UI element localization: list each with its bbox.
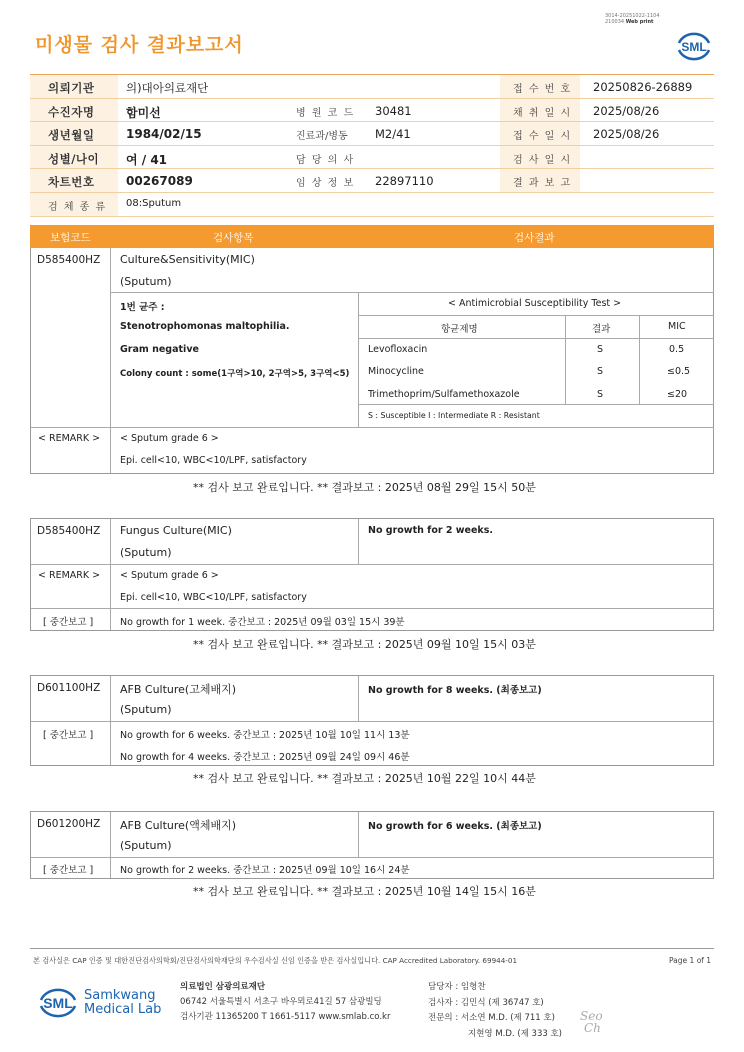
hospital-code-label: 병 원 코 드 (296, 107, 355, 119)
org-address: 06742 서울특별시 서초구 바우뫼로41길 57 삼광빌딩 (180, 997, 382, 1007)
org-name: 의료법인 삼광의료재단 (180, 982, 266, 992)
staff-tester: 검사자 : 김민식 (제 36747 호) (428, 997, 544, 1008)
interim-report: No growth for 4 weeks. 중간보고 : 2025년 09월 24일 09시 46분 (120, 752, 410, 763)
remark-grade: < Sputum grade 6 > (120, 433, 219, 444)
ast-col-result: 결과 (592, 324, 611, 335)
divider (110, 812, 111, 878)
info-row (30, 99, 714, 123)
institution-value: 의)대아의료재단 (126, 81, 209, 95)
brand-name (84, 989, 161, 1017)
report-complete: ** 검사 보고 완료입니다. ** 결과보고 : 2025년 10월 14일 15시 16분 (193, 885, 536, 898)
header-result: 검사결과 (514, 232, 555, 244)
divider (110, 248, 111, 473)
report-complete: ** 검사 보고 완료입니다. ** 결과보고 : 2025년 10월 22일 10시 44분 (193, 772, 536, 785)
divider (358, 315, 714, 316)
interim-label: [ 중간보고 ] (43, 617, 94, 628)
info-row (30, 193, 714, 217)
interim-report: No growth for 1 week. 중간보고 : 2025년 09월 03일 15시 39분 (120, 617, 405, 628)
signature-1: Seo (580, 1009, 603, 1023)
insurance-code: D601200HZ (37, 818, 101, 830)
clinical-info-label: 임 상 정 보 (296, 178, 355, 190)
doctor-label: 담 당 의 사 (296, 154, 355, 166)
sml-logo-text: SML (681, 40, 707, 54)
dept-label: 진료과/병동 (296, 131, 348, 143)
report-complete: ** 검사 보고 완료입니다. ** 결과보고 : 2025년 09월 10일 15시 03분 (193, 638, 536, 651)
dob-value: 1984/02/15 (126, 127, 202, 142)
ast-mic: ≤0.5 (667, 366, 691, 377)
sex-age-value: 여 / 41 (126, 152, 168, 167)
test-date-label: 검 사 일 시 (513, 154, 572, 166)
culture-sensitivity-section (30, 248, 714, 474)
patient-name-value: 함미선 (126, 105, 161, 120)
divider (639, 315, 640, 404)
gram-stain: Gram negative (120, 344, 199, 355)
test-specimen: (Sputum) (120, 546, 172, 559)
accession-label: 접 수 번 호 (513, 84, 572, 95)
divider (31, 564, 714, 565)
patient-name-label: 수진자명 (48, 104, 95, 119)
ast-legend: S : Susceptible I : Intermediate R : Resistant (368, 411, 540, 420)
sml-logo-icon (674, 26, 714, 66)
ast-drug: Trimethoprim/Sulfamethoxazole (368, 389, 520, 400)
org-contact: 검사기관 11365200 T 1661-5117 www.smlab.co.kr (180, 1012, 391, 1022)
afb-culture-liquid-section (30, 811, 714, 879)
signature-2: Ch (584, 1021, 601, 1035)
colony-count: Colony count : some(1구역>10, 2구역>5, 3구역<5) (120, 369, 350, 379)
test-name: AFB Culture(고체배지) (120, 683, 237, 696)
institution-label: 의뢰기관 (48, 81, 95, 95)
afb-culture-solid-section (30, 675, 714, 766)
ast-result: S (597, 389, 604, 400)
fungus-culture-section (30, 518, 714, 631)
sml-footer-logo-text: SML (43, 995, 73, 1011)
test-result: No growth for 2 weeks. (368, 525, 493, 536)
info-row (30, 122, 714, 146)
collect-label: 채 취 일 시 (513, 107, 572, 119)
dob-label: 생년월일 (48, 128, 95, 143)
ast-result: S (597, 344, 604, 355)
print-code-line2 (605, 19, 660, 25)
staff-info (428, 980, 562, 1042)
sml-footer-logo-icon (36, 982, 80, 1022)
remark-detail: Epi. cell<10, WBC<10/LPF, satisfactory (120, 455, 307, 466)
interim-report: No growth for 2 weeks. 중간보고 : 2025년 09월 10일 16시 24분 (120, 865, 410, 876)
header-code: 보험코드 (50, 232, 91, 244)
report-label: 결 과 보 고 (513, 178, 572, 190)
test-name: Fungus Culture(MIC) (120, 524, 232, 537)
insurance-code: D601100HZ (37, 682, 101, 694)
interim-label: [ 중간보고 ] (43, 865, 94, 876)
receive-label: 접 수 일 시 (513, 131, 572, 143)
divider (358, 338, 714, 339)
dept-value: M2/41 (375, 127, 411, 142)
info-row (30, 75, 714, 99)
signature (580, 1010, 603, 1034)
accession-value: 20250826-26889 (593, 80, 693, 94)
clinical-info-value: 22897110 (375, 174, 434, 189)
info-row (30, 146, 714, 170)
brand-line2: Medical Lab (84, 1002, 162, 1017)
sex-age-label: 성별/나이 (48, 151, 100, 166)
remark-label: < REMARK > (38, 433, 101, 444)
page-title: 미생물 검사 결과보고서 (35, 34, 244, 56)
test-result: No growth for 8 weeks. (최종보고) (368, 685, 542, 696)
insurance-code: D585400HZ (37, 254, 101, 266)
ast-drug: Minocycline (368, 366, 424, 377)
divider (358, 676, 359, 721)
ast-col-drug: 항균제명 (441, 324, 478, 335)
patient-info-table (30, 74, 714, 217)
organization-info (180, 980, 390, 1025)
interim-report: No growth for 6 weeks. 중간보고 : 2025년 10월 10일 11시 13분 (120, 730, 410, 741)
ast-title: < Antimicrobial Susceptibility Test > (448, 298, 622, 309)
specimen-label: 검 체 종 류 (48, 201, 107, 213)
divider (110, 292, 714, 293)
divider (31, 721, 714, 722)
collect-value: 2025/08/26 (593, 103, 660, 118)
test-name: Culture&Sensitivity(MIC) (120, 253, 255, 266)
test-specimen: (Sputum) (120, 839, 172, 852)
page-number: Page 1 of 1 (669, 956, 712, 965)
report-complete: ** 검사 보고 완료입니다. ** 결과보고 : 2025년 08월 29일 15시 50분 (193, 481, 536, 494)
divider (565, 315, 566, 404)
info-row (30, 169, 714, 193)
interim-label: [ 중간보고 ] (43, 730, 94, 741)
chart-no-label: 차트번호 (48, 175, 95, 190)
divider (31, 427, 714, 428)
ast-result: S (597, 366, 604, 377)
specimen-value: 08:Sputum (126, 197, 182, 209)
web-print-label: Web print (625, 19, 654, 25)
insurance-code: D585400HZ (37, 525, 101, 537)
test-specimen: (Sputum) (120, 275, 172, 288)
receive-value: 2025/08/26 (593, 127, 660, 142)
accreditation-note: 본 검사실은 CAP 인증 및 대한진단검사의학회/진단검사의학재단의 우수검사실 신임 인증을 받은 검사실입니다. CAP Accredited Laboratory. 69944-01 (33, 956, 518, 965)
test-name: AFB Culture(액체배지) (120, 819, 237, 832)
print-code-line1: 3014-20251022-1104 (605, 13, 660, 19)
ast-mic: ≤20 (667, 389, 688, 400)
test-specimen: (Sputum) (120, 703, 172, 716)
hospital-code-value: 30481 (375, 103, 412, 118)
divider (31, 608, 714, 609)
staff-manager: 담당자 : 임형찬 (428, 982, 486, 992)
divider (358, 292, 359, 427)
ast-col-mic: MIC (668, 321, 686, 332)
chart-no-value: 00267089 (126, 174, 193, 189)
ast-mic: 0.5 (669, 344, 685, 355)
organism-name: Stenotrophomonas maltophilia. (120, 321, 290, 332)
footer-divider (30, 948, 714, 949)
ast-drug: Levofloxacin (368, 344, 428, 355)
remark-detail: Epi. cell<10, WBC<10/LPF, satisfactory (120, 592, 307, 603)
divider (358, 519, 359, 564)
remark-grade: < Sputum grade 6 > (120, 570, 219, 581)
print-code-id: 210034 (605, 19, 625, 25)
divider (31, 857, 714, 858)
remark-label: < REMARK > (38, 570, 101, 581)
results-header (30, 225, 714, 248)
organism-number: 1번 균주 : (120, 302, 165, 313)
divider (110, 519, 111, 630)
header-item: 검사항목 (213, 232, 254, 244)
divider (358, 812, 359, 857)
staff-specialist: 전문의 : 서소연 M.D. (제 711 호) (428, 1013, 555, 1023)
test-result: No growth for 6 weeks. (최종보고) (368, 821, 542, 832)
divider (358, 404, 714, 405)
staff-specialist-2: 지현영 M.D. (제 333 호) (468, 1028, 563, 1039)
brand-line1: Samkwang (84, 988, 156, 1003)
print-code (605, 13, 660, 25)
